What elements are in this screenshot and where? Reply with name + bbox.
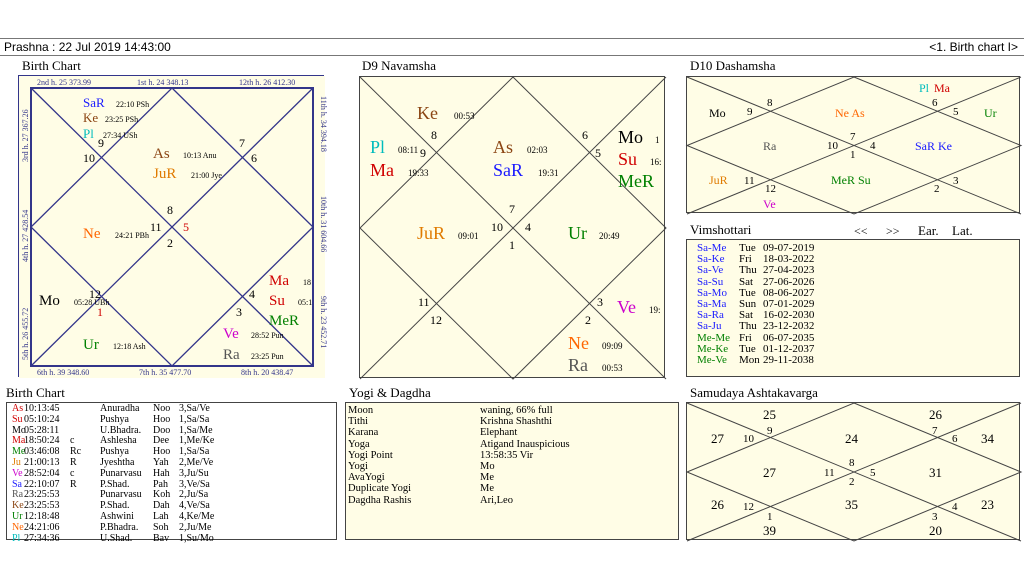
house-number: 8 [849, 457, 855, 469]
house-number: 12 [89, 287, 101, 301]
planet-p: Ne [12, 521, 24, 533]
planet-sar-ke: SaR Ke [915, 139, 952, 153]
dashamsha-title: D10 Dashamsha [690, 58, 776, 73]
dasha-period: Sa-Ke [697, 253, 725, 266]
house-label-left-1: 3rd h. 27 367.26 [21, 109, 30, 162]
prev-button[interactable]: << [854, 224, 868, 238]
planet-as: As [493, 137, 514, 157]
planet-sar-deg: 22:10 PSh [116, 100, 150, 109]
planet-nak: U.Bhadra. [100, 424, 142, 436]
planet-nak: Ashlesha [100, 435, 137, 447]
house-label-top-3: 12th h. 26 412.30 [239, 78, 296, 87]
planet-mo: Mo [39, 293, 60, 309]
dasha-date: 06-07-2035 [763, 331, 815, 344]
ashtakavarga-panel [686, 402, 1020, 540]
yogi-value: Ari,Leo [480, 494, 513, 506]
planet-ra-deg: 23:25 Pun [251, 352, 284, 361]
planet-p: Ur [12, 510, 23, 522]
planet-ke-deg: 23:25 PSh [105, 115, 139, 124]
title-bar [0, 38, 1024, 56]
planet-pada: 1,Sa/Me [179, 424, 213, 436]
planet-ne-as: Ne As [835, 106, 865, 120]
ashtakavarga-value: 26 [929, 407, 942, 422]
planet-nak: Jyeshtha [100, 456, 135, 468]
planet-p: Sa [12, 478, 22, 490]
dasha-weekday: Thu [739, 320, 757, 333]
ashtakavarga-value: 35 [845, 497, 858, 512]
house-label-left-3: 5th h. 26 455.72 [21, 307, 30, 360]
house-number: 12 [743, 501, 754, 513]
yogi-value: Me [480, 472, 494, 484]
dasha-date: 16-02-2030 [763, 309, 815, 322]
planet-ur-deg: 20:49 [599, 231, 620, 241]
planet-as: As [153, 146, 170, 162]
planet-ur: Ur [568, 223, 587, 243]
dasha-period: Sa-Ma [697, 297, 727, 310]
late-button[interactable]: Lat. [952, 223, 973, 238]
planet-ke: Ke [83, 110, 99, 125]
prashna-title: Prashna : 22 Jul 2019 14:43:00 [4, 40, 171, 54]
planet-p: As [12, 403, 24, 414]
dasha-weekday: Mon [739, 353, 760, 366]
planet-pada: 2,Me/Ve [179, 456, 214, 468]
house-number: 3 [597, 295, 603, 309]
ashtakavarga-value: 24 [845, 431, 858, 446]
house-number: 11 [824, 467, 835, 479]
planet-pl: Pl [919, 81, 930, 95]
yogi-label: Duplicate Yogi [348, 483, 411, 495]
ashtakavarga-value: 27 [711, 431, 724, 446]
house-number: 12 [430, 313, 442, 327]
planet-ne-deg: 09:09 [602, 341, 623, 351]
yogi-label: Tithi [348, 416, 369, 428]
ashtakavarga-value: 31 [929, 465, 942, 480]
planet-ra: Ra [223, 347, 240, 363]
ashtakavarga-value: 20 [929, 523, 942, 538]
planet-nak: P.Shad. [100, 478, 130, 490]
planet-pada: 1,Me/Ke [179, 435, 215, 447]
planet-syl: Bav [153, 532, 170, 544]
planet-syl: Dee [153, 435, 170, 447]
planet-syl: Yah [153, 456, 169, 468]
planet-p: Ma [12, 435, 26, 447]
house-number: 9 [767, 425, 773, 437]
dasha-weekday: Sat [739, 275, 754, 288]
planet-nak: Pushya [100, 446, 129, 458]
planet-nak: Ashwini [100, 510, 134, 522]
planet-mer: MeR [269, 313, 299, 329]
birth-chart-link[interactable]: <1. Birth chart I> [929, 40, 1018, 54]
planet-deg: 10:13:45 [24, 403, 60, 414]
planet-su: Su [618, 149, 638, 169]
dasha-date: 27-04-2023 [763, 264, 815, 277]
planet-ma: Ma [269, 273, 289, 289]
planet-ne: Ne [83, 226, 101, 242]
house-label-top-1: 2nd h. 25 373.99 [37, 78, 91, 87]
planet-ma-deg: 19:33 [408, 168, 429, 178]
dasha-weekday: Thu [739, 264, 757, 277]
house-label-top-2: 1st h. 24 348.13 [137, 78, 189, 87]
planet-pada: 1,Su/Mo [179, 532, 214, 544]
planet-deg: 21:00:13 [24, 456, 60, 468]
dasha-date: 29-11-2038 [763, 353, 814, 366]
planet-p: Su [12, 413, 23, 425]
yogi-value: Krishna Shashthi [480, 416, 553, 428]
planet-ve-deg: 28:52 Pun [251, 331, 284, 340]
planet-syl: Hoo [153, 413, 171, 425]
planet-ur-deg: 12:18 Ash [113, 342, 146, 351]
planet-pada: 3,Ju/Su [179, 467, 209, 479]
planet-pl: Pl [370, 137, 386, 157]
planet-pl: Pl [83, 126, 94, 141]
dasha-date: 09-07-2019 [763, 242, 815, 254]
planet-as-deg: 10:13 Anu [183, 151, 217, 160]
house-number: 2 [849, 476, 855, 488]
house-label-left-2: 4th h. 27 428.54 [21, 209, 30, 262]
planet-ra-deg: 00:53 [602, 363, 623, 373]
yogi-label: Dagdha Rashis [348, 494, 412, 506]
house-number: 5 [953, 106, 959, 118]
house-number: 7 [509, 202, 515, 216]
house-number: 2 [585, 313, 591, 327]
yogi-label: Yoga [348, 438, 370, 450]
planet-r: c [70, 435, 75, 447]
planet-syl: Pah [153, 478, 168, 490]
dasha-date: 27-06-2026 [763, 275, 815, 288]
planet-sar: SaR [493, 160, 524, 180]
planet-pada: 4,Ve/Sa [179, 500, 210, 512]
house-number: 3 [932, 511, 938, 523]
ashtakavarga-title: Samudaya Ashtakavarga [690, 385, 818, 400]
navamsha-title: D9 Navamsha [362, 58, 437, 73]
dasha-weekday: Fri [739, 253, 752, 266]
house-label-bottom-3: 8th h. 20 438.47 [241, 368, 294, 377]
planet-deg: 24:21:06 [24, 521, 60, 533]
house-number: 10 [827, 140, 838, 152]
planet-mer-su: MeR Su [831, 173, 871, 187]
planet-ve: Ve [617, 297, 636, 317]
house-label-bottom-1: 6th h. 39 348.60 [37, 368, 90, 377]
yogi-value: waning, 66% full [480, 405, 553, 416]
planet-mer: MeR [618, 171, 654, 191]
planet-syl: Lah [153, 510, 169, 522]
planet-ur: Ur [83, 337, 99, 353]
planet-jur-deg: 09:01 [458, 231, 479, 241]
planet-deg: 23:25:53 [24, 489, 60, 501]
planet-sar: SaR [83, 95, 105, 110]
ashtakavarga-value: 23 [981, 497, 994, 512]
navamsha-panel [359, 76, 665, 378]
planet-deg: 23:25:53 [24, 500, 60, 512]
planet-ke-deg: 00:53 [454, 111, 475, 121]
dasha-weekday: Sat [739, 309, 754, 322]
dasha-period: Sa-Me [697, 242, 727, 254]
house-number: 6 [582, 128, 588, 142]
planet-nak: Pushya [100, 413, 129, 425]
planet-pada: 2,Ju/Me [179, 521, 212, 533]
planet-p: Ra [12, 489, 24, 501]
house-label-right-1: 11th h. 34 394.18 [319, 96, 328, 152]
planet-nak: P.Shad. [100, 500, 130, 512]
planet-nak: Anuradha [100, 403, 140, 414]
yogi-panel [345, 402, 679, 540]
planet-ve-deg: 19: [649, 305, 661, 315]
ashtakavarga-value: 27 [763, 465, 776, 480]
planet-pada: 2,Ju/Sa [179, 489, 209, 501]
yogi-value: Elephant [480, 427, 518, 439]
house-number: 3 [236, 305, 242, 319]
house-number: 12 [765, 183, 776, 195]
planet-ra: Ra [568, 355, 588, 375]
planet-as-deg: 02:03 [527, 145, 548, 155]
planet-pada: 3,Ve/Sa [179, 478, 210, 490]
yogi-label: Karana [348, 427, 379, 439]
yogi-label: Yogi [348, 460, 368, 472]
planet-syl: Koh [153, 489, 171, 501]
birth-chart-svg [19, 76, 328, 378]
birth-table-title: Birth Chart [6, 385, 65, 400]
planet-deg: 22:10:07 [24, 478, 60, 490]
house-number: 1 [850, 149, 856, 161]
birth-chart-title: Birth Chart [22, 58, 81, 73]
house-number: 8 [167, 203, 173, 217]
dashamsha-svg [687, 77, 1021, 214]
planet-syl: Hah [153, 467, 170, 479]
planet-mo: Mo [709, 106, 726, 120]
house-label-right-3: 9th h. 23 452.71 [319, 296, 328, 349]
house-number: 4 [870, 140, 876, 152]
planet-r: c [70, 467, 75, 479]
planet-syl: Doo [153, 424, 171, 436]
dasha-period: Me-Me [697, 331, 730, 344]
dasha-period: Me-Ve [697, 353, 727, 366]
house-number: 7 [239, 136, 245, 150]
planet-jur: JuR [709, 173, 728, 187]
house-number: 6 [251, 151, 257, 165]
planet-pl-deg: 27:34 USh [103, 131, 138, 140]
planet-mo-deg: 05:28 UBh [74, 298, 110, 307]
house-number: 9 [420, 146, 426, 160]
vimshottari-panel [686, 239, 1020, 377]
house-number: 8 [431, 128, 437, 142]
ashtakavarga-value: 34 [981, 431, 994, 446]
dasha-date: 08-06-2027 [763, 286, 815, 299]
house-number: 3 [953, 175, 959, 187]
dasha-weekday: Tue [739, 286, 756, 299]
planet-p: Ju [12, 456, 21, 468]
planet-nak: P.Bhadra. [100, 521, 139, 533]
planet-deg: 03:46:08 [24, 446, 60, 458]
house-number: 11 [744, 175, 755, 187]
house-number: 9 [98, 136, 104, 150]
house-number: 2 [167, 236, 173, 250]
vimshottari-title: Vimshottari [690, 222, 752, 237]
planet-su-deg: 05:1 [298, 298, 313, 307]
planet-nak: Punarvasu [100, 467, 142, 479]
planet-ve: Ve [223, 326, 239, 342]
planet-nak: U.Shad. [100, 532, 133, 544]
planet-ke: Ke [417, 103, 438, 123]
planet-r: Rc [70, 446, 82, 458]
dasha-weekday: Sun [739, 297, 757, 310]
planet-deg: 28:52:04 [24, 467, 60, 479]
dasha-date: 07-01-2029 [763, 297, 815, 310]
dasha-date: 18-03-2022 [763, 253, 815, 266]
planet-p: Ke [12, 500, 24, 512]
planet-pada: 3,Sa/Ve [179, 403, 210, 414]
dasha-period: Sa-Ju [697, 320, 722, 333]
planet-syl: Soh [153, 521, 169, 533]
planet-ma: Ma [370, 160, 394, 180]
house-number: 6 [952, 433, 958, 445]
planet-ma: Ma [934, 81, 950, 95]
house-label-bottom-2: 7th h. 35 477.70 [139, 368, 192, 377]
planet-ve: Ve [763, 197, 776, 211]
planet-mo-deg: 1 [655, 135, 660, 145]
planet-jur-deg: 21:00 Jye [191, 171, 222, 180]
birth-chart-panel [18, 75, 328, 377]
house-number: 1 [97, 305, 103, 319]
dasha-weekday: Tue [739, 342, 756, 355]
planet-deg: 05:10:24 [24, 413, 60, 425]
yogi-title: Yogi & Dagdha [349, 385, 431, 400]
dasha-weekday: Tue [739, 242, 756, 254]
house-number: 10 [743, 433, 754, 445]
planet-deg: 27:34:36 [24, 532, 60, 544]
planet-pada: 1,Sa/Sa [179, 446, 210, 458]
house-number: 11 [150, 220, 162, 234]
house-number: 1 [509, 238, 515, 252]
yogi-value: 13:58:35 Vir [480, 449, 534, 461]
house-number: 10 [83, 151, 95, 165]
dasha-period: Sa-Ve [697, 264, 724, 277]
house-number: 11 [418, 295, 430, 309]
yogi-label: Yogi Point [348, 449, 393, 461]
planet-ne: Ne [568, 333, 589, 353]
planet-syl: Dah [153, 500, 170, 512]
house-number: 2 [934, 183, 940, 195]
house-number: 5 [595, 146, 601, 160]
ashtakavarga-svg [687, 403, 1021, 541]
planet-su-deg: 16: [650, 157, 662, 167]
house-number: 9 [747, 106, 753, 118]
dasha-weekday: Fri [739, 331, 752, 344]
yogi-value: Mo [480, 460, 495, 472]
house-number: 4 [952, 501, 958, 513]
planet-pl-deg: 08:11 [398, 145, 419, 155]
next-button[interactable]: >> [886, 224, 900, 238]
planet-mo: Mo [618, 127, 644, 147]
planet-ne-deg: 24:21 PBh [115, 231, 150, 240]
ashtakavarga-value: 25 [763, 407, 776, 422]
planet-su: Su [269, 293, 285, 309]
dasha-date: 23-12-2032 [763, 320, 815, 333]
planet-ra: Ra [763, 139, 777, 153]
planet-jur: JuR [153, 166, 177, 182]
planet-deg: 12:18:48 [24, 510, 60, 522]
ashtakavarga-value: 39 [763, 523, 776, 538]
house-number: 7 [850, 131, 856, 143]
planet-deg: 18:50:24 [24, 435, 60, 447]
yogi-value: Atigand Inauspicious [480, 438, 570, 450]
house-number: 4 [525, 220, 531, 234]
house-number: 5 [183, 220, 189, 234]
planet-sar-deg: 19:31 [538, 168, 559, 178]
planet-nak: Punarvasu [100, 489, 142, 501]
planet-p: Ve [12, 467, 23, 479]
dasha-period: Me-Ke [697, 342, 729, 355]
planet-p: Mo [12, 424, 26, 436]
house-number: 5 [870, 467, 876, 479]
navamsha-svg [360, 77, 666, 379]
ashtakavarga-value: 26 [711, 497, 724, 512]
house-number: 4 [249, 287, 255, 301]
planet-pada: 1,Sa/Sa [179, 413, 210, 425]
planet-syl: Noo [153, 403, 171, 414]
early-button[interactable]: Ear. [918, 223, 939, 238]
planet-deg: 05:28:11 [24, 424, 60, 436]
house-number: 1 [767, 511, 773, 523]
planet-r: R [70, 478, 77, 490]
planet-pada: 4,Ke/Me [179, 510, 215, 522]
house-number: 10 [491, 220, 503, 234]
yogi-value: Me [480, 483, 494, 495]
birth-table-panel [6, 402, 337, 544]
yogi-label: Moon [348, 405, 374, 416]
house-label-right-2: 10th h. 31 604.66 [319, 196, 328, 253]
dasha-period: Sa-Mo [697, 286, 727, 299]
planet-p: Pl [12, 532, 21, 544]
planet-ma-deg: 18 [303, 278, 311, 287]
dasha-period: Sa-Ra [697, 309, 724, 322]
planet-ur: Ur [984, 106, 997, 120]
house-number: 7 [932, 425, 938, 437]
dasha-date: 01-12-2037 [763, 342, 815, 355]
dasha-period: Sa-Su [697, 275, 724, 288]
planet-p: Me [12, 446, 26, 458]
yogi-label: AvaYogi [348, 472, 385, 484]
planet-jur: JuR [417, 223, 446, 243]
house-number: 6 [932, 97, 938, 109]
house-number: 8 [767, 97, 773, 109]
planet-syl: Hoo [153, 446, 171, 458]
planet-r: R [70, 456, 77, 468]
dashamsha-panel [686, 76, 1020, 213]
